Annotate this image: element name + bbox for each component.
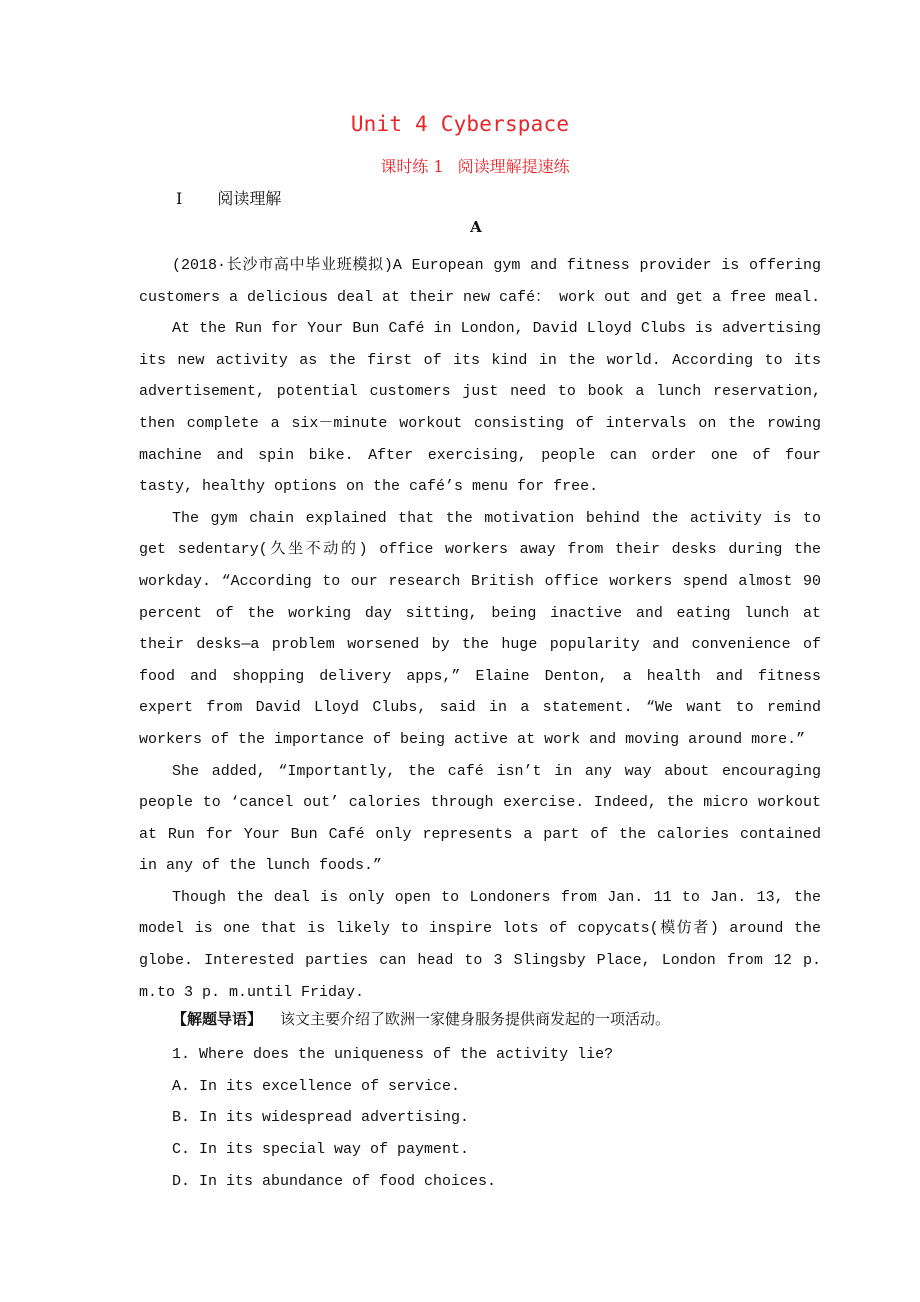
section-heading xyxy=(176,186,281,209)
paragraph: At the Run for Your Bun Café in London, David Lloyd Clubs is advertising its new activity as the first of its kind in the world. According to its advertisement, potential customers just need to book a lunch reservation, then complete a six－minute workout consisting of intervals on the rowing machine and spin bike. After exercising, people can order one of four tasty, healthy options on the café’s menu for free. xyxy=(139,320,821,496)
option-d: D. In its abundance of food choices. xyxy=(172,1172,497,1190)
paragraph: (2018·长沙市高中毕业班模拟)A European gym and fitness provider is offering customers a delicious deal at their new café： work out and get a free meal. xyxy=(139,257,821,306)
question-stem: 1. Where does the uniqueness of the activity lie? xyxy=(172,1046,614,1063)
lesson-topic: 阅读理解提速练 xyxy=(457,157,570,176)
paragraph: Though the deal is only open to Londoners from Jan. 11 to Jan. 13, the model is one that is likely to inspire lots of copycats(模仿者) around the globe. Interested parties can head to 3 Slingsby Place, London from 12 p. m.to 3 p. m.until Friday. xyxy=(139,888,821,1001)
section-number: Ⅰ xyxy=(176,189,183,208)
lesson-number: 课时练 1 xyxy=(380,157,444,176)
passage-label: A xyxy=(470,218,482,236)
paragraph: The gym chain explained that the motivation behind the activity is to get sedentary(久坐不动的) office workers away from their desks during the workday. “According to our research British office workers spend almost 90 percent of the working day sitting, being inactive and eating lunch at their desks—a problem worsened by the huge popularity and convenience of food and shopping delivery apps,” Elaine Denton, a health and fitness expert from David Lloyd Clubs, said in a statement. “We want to remind workers of the importance of being active at work and moving around more.” xyxy=(139,509,821,748)
lesson-subtitle xyxy=(0,154,920,177)
option-b: B. In its widespread advertising. xyxy=(172,1109,470,1127)
guide-tag: 【解题导语】 xyxy=(172,1010,263,1028)
unit-title: Unit 4 Cyberspace xyxy=(350,112,570,136)
paragraph: She added, “Importantly, the café isn’t in any way about encouraging people to ‘cancel out’ calories through exercise. Indeed, the micro workout at Run for Your Bun Café only represents a part of the calories contained in any of the lunch foods.” xyxy=(139,762,821,875)
option-c: C. In its special way of payment. xyxy=(172,1141,470,1159)
section-name: 阅读理解 xyxy=(217,189,282,208)
option-a: A. In its excellence of service. xyxy=(172,1077,461,1095)
question-block xyxy=(172,1039,613,1198)
solution-guide xyxy=(172,1008,670,1029)
passage-body xyxy=(139,250,821,1008)
guide-text: 该文主要介绍了欧洲一家健身服务提供商发起的一项活动。 xyxy=(280,1010,671,1028)
